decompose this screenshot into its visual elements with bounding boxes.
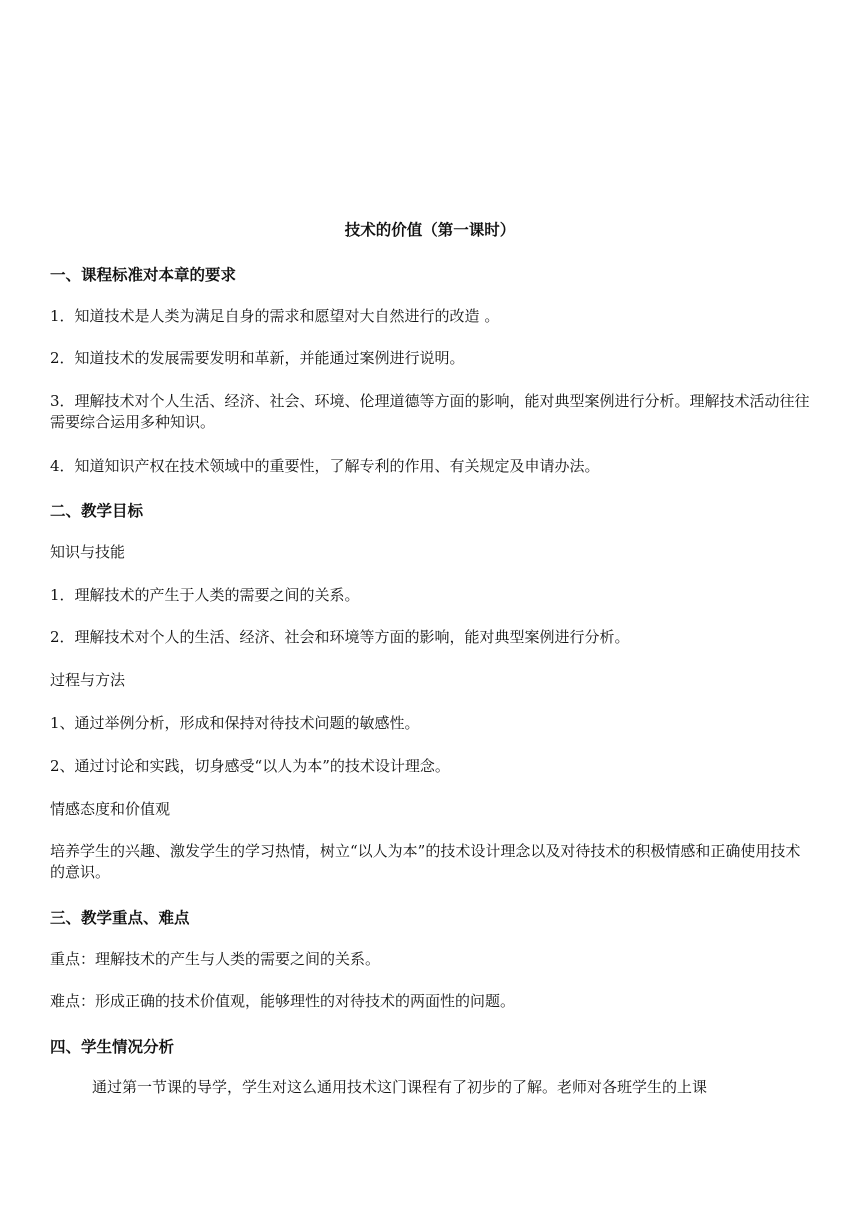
section-heading-student-analysis: 四、学生情况分析 [50,1038,175,1056]
list-item: 1、通过举例分析，形成和保持对待技术问题的敏感性。 [50,714,420,732]
section-heading-objectives: 二、教学目标 [50,502,144,520]
list-item: 2、通过讨论和实践，切身感受“以人为本”的技术设计理念。 [50,757,450,775]
key-point-text: 重点：理解技术的产生与人类的需要之间的关系。 [50,950,381,968]
document-title: 技术的价值（第一课时） [344,221,516,239]
subheading-attitudes-values: 情感态度和价值观 [50,800,171,818]
section-heading-key-points: 三、教学重点、难点 [50,909,190,927]
list-item: 4．知道知识产权在技术领域中的重要性，了解专利的作用、有关规定及申请办法。 [50,457,600,475]
subheading-knowledge-skills: 知识与技能 [50,543,126,561]
subheading-process-methods: 过程与方法 [50,671,126,689]
list-item: 3．理解技术对个人生活、经济、社会、环境、伦理道德等方面的影响，能对典型案例进行分析。理解技术活动往往需要综合运用多种知识。 [50,392,810,431]
paragraph-attitudes: 培养学生的兴趣、激发学生的学习热情，树立“以人为本”的技术设计理念以及对待技术的积极情感和正确使用技术的意识。 [50,842,801,881]
list-item: 1．知道技术是人类为满足自身的需求和愿望对大自然进行的改造 。 [50,307,500,325]
difficult-point-text: 难点：形成正确的技术价值观，能够理性的对待技术的两面性的问题。 [50,992,516,1010]
list-item: 2．知道技术的发展需要发明和革新，并能通过案例进行说明。 [50,349,465,367]
list-item: 1．理解技术的产生于人类的需要之间的关系。 [50,586,360,604]
section-heading-standards: 一、课程标准对本章的要求 [50,266,237,284]
paragraph-student-analysis: 通过第一节课的导学，学生对这么通用技术这门课程有了初步的了解。老师对各班学生的上课 [92,1078,708,1096]
list-item: 2．理解技术对个人的生活、经济、社会和环境等方面的影响，能对典型案例进行分析。 [50,628,630,646]
